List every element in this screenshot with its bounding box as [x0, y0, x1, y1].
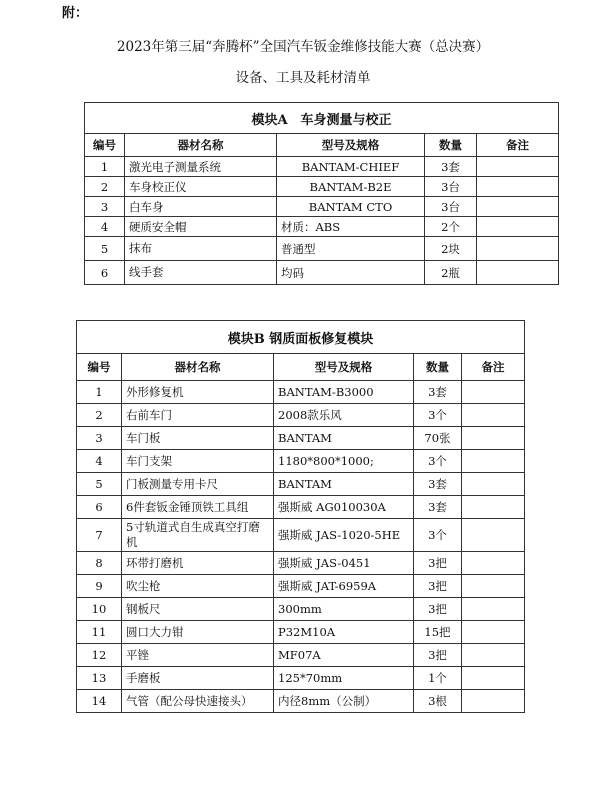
header-spec: 型号及规格 — [277, 134, 425, 157]
cell-name: 激光电子测量系统 — [125, 157, 277, 177]
cell-name: 车门板 — [122, 427, 274, 450]
header-name: 器材名称 — [122, 354, 274, 381]
cell-no: 1 — [85, 157, 125, 177]
cell-no: 6 — [85, 261, 125, 285]
document-title: 2023年第三届“奔腾杯”全国汽车钣金维修技能大赛（总决赛） — [116, 39, 490, 55]
cell-name: 平锉 — [122, 644, 274, 667]
cell-spec: 强斯威 AG010030A — [274, 496, 414, 519]
cell-spec: BANTAM — [274, 473, 414, 496]
cell-name: 车门支架 — [122, 450, 274, 473]
table-row — [77, 667, 525, 690]
cell-note — [477, 261, 559, 285]
cell-note — [462, 690, 525, 713]
cell-note — [462, 552, 525, 575]
table-row — [77, 450, 525, 473]
cell-note — [462, 575, 525, 598]
cell-note — [462, 598, 525, 621]
cell-note — [462, 644, 525, 667]
cell-name: 6件套钣金锤顶铁工具组 — [122, 496, 274, 519]
cell-no: 5 — [85, 237, 125, 261]
header-qty: 数量 — [425, 134, 477, 157]
table-row — [85, 261, 559, 285]
table-row — [85, 197, 559, 217]
cell-note — [462, 667, 525, 690]
cell-no: 2 — [77, 404, 122, 427]
cell-no: 1 — [77, 381, 122, 404]
cell-qty: 3个 — [414, 450, 462, 473]
cell-no: 3 — [77, 427, 122, 450]
table-row — [77, 621, 525, 644]
cell-name: 5寸轨道式自生成真空打磨机 — [122, 519, 274, 552]
cell-name: 抹布 — [125, 237, 277, 261]
table-row — [85, 217, 559, 237]
cell-spec: 均码 — [277, 261, 425, 285]
cell-qty: 3根 — [414, 690, 462, 713]
cell-spec: BANTAM-B3000 — [274, 381, 414, 404]
cell-no: 10 — [77, 598, 122, 621]
module-a-title: 模块A 车身测量与校正 — [85, 103, 559, 134]
cell-no: 4 — [77, 450, 122, 473]
cell-name: 硬质安全帽 — [125, 217, 277, 237]
cell-note — [462, 381, 525, 404]
cell-qty: 70张 — [414, 427, 462, 450]
cell-spec: 300mm — [274, 598, 414, 621]
cell-no: 3 — [85, 197, 125, 217]
table-row — [77, 575, 525, 598]
cell-qty: 3套 — [425, 157, 477, 177]
cell-no: 4 — [85, 217, 125, 237]
cell-qty: 3个 — [414, 519, 462, 552]
cell-name: 门板测量专用卡尺 — [122, 473, 274, 496]
cell-spec: 2008款乐风 — [274, 404, 414, 427]
cell-note — [477, 177, 559, 197]
module-b-rows — [77, 381, 525, 713]
cell-spec: P32M10A — [274, 621, 414, 644]
cell-spec: 125*70mm — [274, 667, 414, 690]
appendix-label: 附： — [62, 6, 89, 21]
table-row — [77, 427, 525, 450]
module-b-table — [76, 320, 525, 713]
cell-spec: 材质：ABS — [277, 217, 425, 237]
cell-name: 车身校正仪 — [125, 177, 277, 197]
table-row — [77, 381, 525, 404]
cell-name: 白车身 — [125, 197, 277, 217]
header-qty: 数量 — [414, 354, 462, 381]
cell-no: 13 — [77, 667, 122, 690]
cell-spec: BANTAM CTO — [277, 197, 425, 217]
cell-no: 7 — [77, 519, 122, 552]
cell-name: 手磨板 — [122, 667, 274, 690]
cell-note — [477, 197, 559, 217]
cell-no: 12 — [77, 644, 122, 667]
cell-spec: 内径8mm（公制） — [274, 690, 414, 713]
cell-note — [462, 621, 525, 644]
table-row — [77, 404, 525, 427]
cell-name: 吹尘枪 — [122, 575, 274, 598]
cell-spec: BANTAM — [274, 427, 414, 450]
table-row — [77, 552, 525, 575]
cell-qty: 3台 — [425, 177, 477, 197]
cell-spec: 强斯威 JAT-6959A — [274, 575, 414, 598]
cell-qty: 15把 — [414, 621, 462, 644]
table-row — [77, 496, 525, 519]
cell-qty: 3个 — [414, 404, 462, 427]
cell-qty: 3把 — [414, 552, 462, 575]
cell-spec: BANTAM-CHIEF — [277, 157, 425, 177]
cell-note — [462, 473, 525, 496]
cell-qty: 2瓶 — [425, 261, 477, 285]
cell-qty: 2个 — [425, 217, 477, 237]
document-subtitle: 设备、工具及耗材清单 — [235, 70, 371, 86]
cell-spec: 1180*800*1000; — [274, 450, 414, 473]
cell-qty: 3套 — [414, 473, 462, 496]
cell-name: 线手套 — [125, 261, 277, 285]
cell-no: 6 — [77, 496, 122, 519]
header-note: 备注 — [477, 134, 559, 157]
module-a-table — [84, 102, 559, 285]
table-row — [77, 598, 525, 621]
header-note: 备注 — [462, 354, 525, 381]
cell-qty: 3套 — [414, 496, 462, 519]
cell-name: 外形修复机 — [122, 381, 274, 404]
cell-qty: 2块 — [425, 237, 477, 261]
cell-name: 环带打磨机 — [122, 552, 274, 575]
cell-name: 圆口大力钳 — [122, 621, 274, 644]
cell-spec: 强斯威 JAS-0451 — [274, 552, 414, 575]
cell-no: 5 — [77, 473, 122, 496]
cell-qty: 3把 — [414, 575, 462, 598]
cell-qty: 3把 — [414, 644, 462, 667]
cell-note — [477, 237, 559, 261]
cell-spec: BANTAM-B2E — [277, 177, 425, 197]
cell-no: 11 — [77, 621, 122, 644]
cell-qty: 1个 — [414, 667, 462, 690]
cell-spec: MF07A — [274, 644, 414, 667]
cell-name: 气管（配公母快速接头） — [122, 690, 274, 713]
cell-spec: 强斯威 JAS-1020-5HE — [274, 519, 414, 552]
table-row — [77, 644, 525, 667]
cell-no: 14 — [77, 690, 122, 713]
cell-name: 右前车门 — [122, 404, 274, 427]
cell-note — [462, 427, 525, 450]
cell-note — [462, 519, 525, 552]
cell-qty: 3台 — [425, 197, 477, 217]
header-name: 器材名称 — [125, 134, 277, 157]
table-row — [85, 177, 559, 197]
table-row — [77, 690, 525, 713]
cell-note — [462, 496, 525, 519]
cell-no: 2 — [85, 177, 125, 197]
cell-note — [462, 450, 525, 473]
module-a-rows — [85, 157, 559, 285]
cell-no: 8 — [77, 552, 122, 575]
module-b-title: 模块B 钢质面板修复模块 — [77, 321, 525, 354]
table-row — [85, 157, 559, 177]
table-row — [85, 237, 559, 261]
cell-name: 钢板尺 — [122, 598, 274, 621]
header-no: 编号 — [85, 134, 125, 157]
cell-note — [462, 404, 525, 427]
cell-qty: 3把 — [414, 598, 462, 621]
table-row — [77, 519, 525, 552]
table-row — [77, 473, 525, 496]
cell-no: 9 — [77, 575, 122, 598]
header-no: 编号 — [77, 354, 122, 381]
cell-note — [477, 217, 559, 237]
header-spec: 型号及规格 — [274, 354, 414, 381]
cell-qty: 3套 — [414, 381, 462, 404]
cell-note — [477, 157, 559, 177]
cell-spec: 普通型 — [277, 237, 425, 261]
